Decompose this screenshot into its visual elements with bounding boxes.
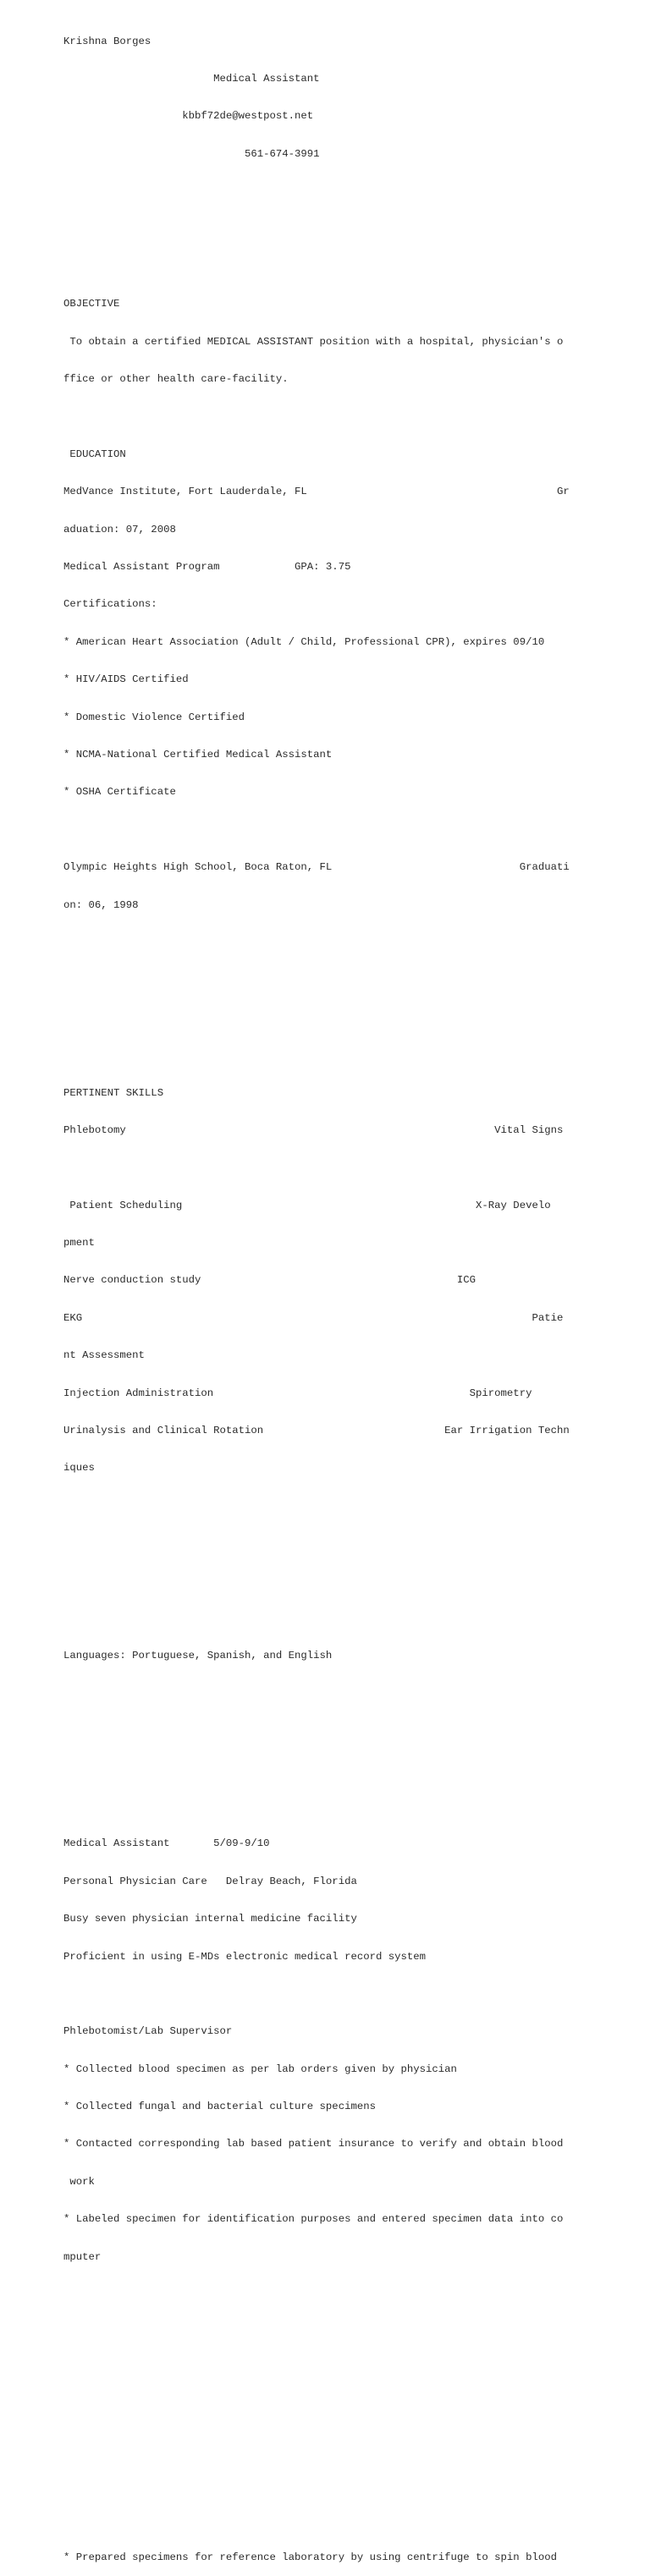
experience-bullet: * Contacted corresponding lab based patient insurance to verify and obtain blood [63,2138,564,2150]
objective-heading: OBJECTIVE [63,298,120,310]
certification-item: * NCMA-National Certified Medical Assistant [63,749,333,761]
candidate-title: Medical Assistant [63,72,320,85]
experience-bullet: * Labeled specimen for identification purposes and entered specimen data into co [63,2213,564,2226]
experience-bullet: mputer [63,2250,102,2263]
skills-line: Nerve conduction study ICG [63,1274,476,1287]
skills-line [63,1162,571,1174]
certification-item: * Domestic Violence Certified [63,711,245,723]
education-school-1-cont: aduation: 07, 2008 [63,523,176,536]
skills-line: pment [63,1237,95,1250]
experience-bullet: * Collected blood specimen as per lab orders given by physician [63,2062,457,2075]
experience-description: Busy seven physician internal medicine facility [63,1913,357,1925]
skills-line: Patient Scheduling X-Ray Develo [63,1199,551,1211]
education-program: Medical Assistant Program GPA: 3.75 [63,561,351,574]
experience-employer: Personal Physician Care Delray Beach, Florida [63,1875,357,1887]
objective-text-2: ffice or other health care-facility. [63,373,289,386]
objective-text-1: To obtain a certified MEDICAL ASSISTANT position with a hospital, physician's o [63,335,564,348]
resume-document [63,10,571,2576]
skills-line: Urinalysis and Clinical Rotation Ear Irrigation Techn [63,1425,570,1437]
candidate-email: kbbf72de@westpost.net [63,110,314,123]
education-school-2-cont: on: 06, 1998 [63,898,139,911]
experience-role: Medical Assistant 5/09-9/10 [63,1837,270,1850]
experience-role-2: Phlebotomist/Lab Supervisor [63,2025,233,2038]
languages-line: Languages: Portuguese, Spanish, and English [63,1650,333,1662]
experience-bullet: * Collected fungal and bacterial culture specimens [63,2101,376,2113]
skills-line: Phlebotomy Vital Signs [63,1123,564,1136]
candidate-name: Krishna Borges [63,35,151,47]
education-school-2: Olympic Heights High School, Boca Raton, FL Graduati [63,861,570,874]
certifications-heading: Certifications: [63,598,157,611]
candidate-phone: 561-674-3991 [63,147,320,160]
certification-item: * OSHA Certificate [63,786,176,799]
skills-line: iques [63,1462,95,1475]
certification-item: * American Heart Association (Adult / Child, Professional CPR), expires 09/10 [63,635,545,648]
skills-line: Injection Administration Spirometry [63,1387,532,1399]
experience-description: Proficient in using E-MDs electronic medical record system [63,1950,427,1963]
certification-item: * HIV/AIDS Certified [63,673,189,686]
education-heading: EDUCATION [63,448,126,460]
skills-heading: PERTINENT SKILLS [63,1086,164,1099]
skills-line: EKG Patie [63,1311,564,1324]
education-school-1: MedVance Institute, Fort Lauderdale, FL Gr [63,486,570,498]
experience-bullet-last: * Prepared specimens for reference laboratory by using centrifuge to spin blood [63,2551,557,2563]
skills-line: nt Assessment [63,1349,145,1362]
experience-bullet: work [63,2175,95,2188]
